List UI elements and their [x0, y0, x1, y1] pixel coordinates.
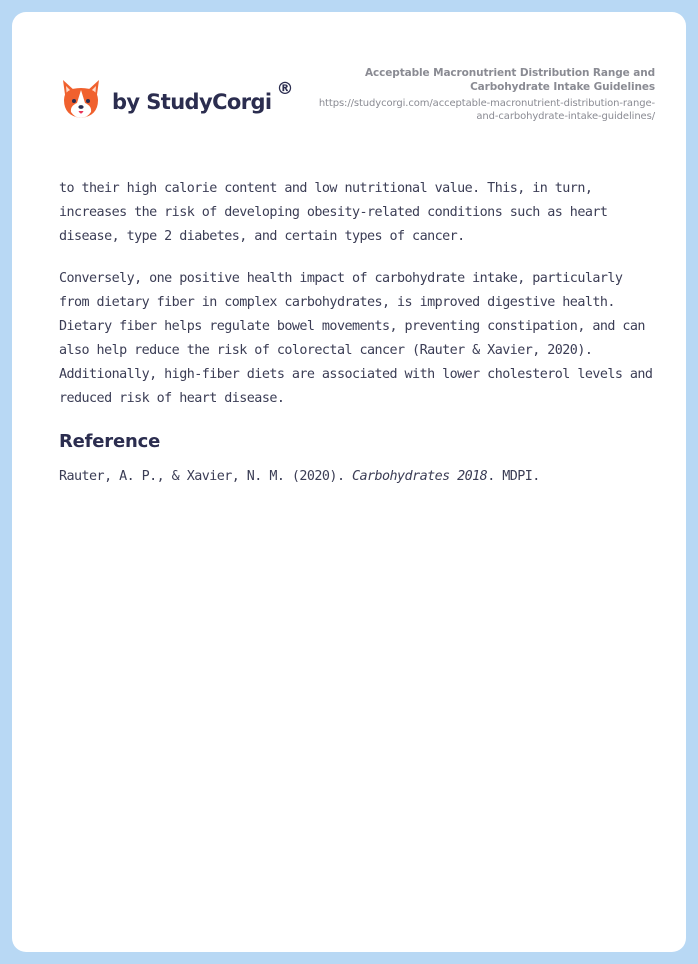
document-title: Acceptable Macronutrient Distribution Range and Carbohydrate Intake Guidelines	[364, 67, 655, 93]
reference-authors: Rauter, A. P., & Xavier, N. M. (2020).	[59, 469, 352, 484]
body-paragraph: to their high calorie content and low nutritional value. This, in turn, increases the risk of developing obesity-related conditions such as heart disease, type 2 diabetes, and certain types of cancer.	[59, 181, 608, 244]
reference-title: Carbohydrates 2018	[351, 469, 488, 484]
document-page	[12, 12, 686, 952]
registered-mark: ®	[276, 79, 294, 99]
body-paragraph: Conversely, one positive health impact of carbohydrate intake, particularly from dietary fiber in complex carbohydrates, is improved digestive health. Dietary fiber helps regulate bowel movements, preventing constipation, and can also help reduce the risk of colorectal cancer (Rauter & Xavier, 2020). Additionally, high-fiber diets are associated with lower cholesterol levels and reduced risk of heart disease.	[59, 271, 653, 406]
reference-entry	[59, 465, 659, 489]
document-url[interactable]: https://studycorgi.com/acceptable-macronutrient-distribution-range-and-carbohydrate-intake-guidelines/	[318, 98, 655, 122]
brand-logo[interactable]	[60, 76, 294, 122]
reference-publisher: . MDPI.	[487, 469, 540, 484]
document-meta	[305, 66, 655, 123]
brand-name: by StudyCorgi	[112, 90, 272, 114]
reference-heading: Reference	[59, 431, 161, 452]
corgi-logo-icon	[60, 76, 102, 122]
document-body	[59, 177, 659, 489]
